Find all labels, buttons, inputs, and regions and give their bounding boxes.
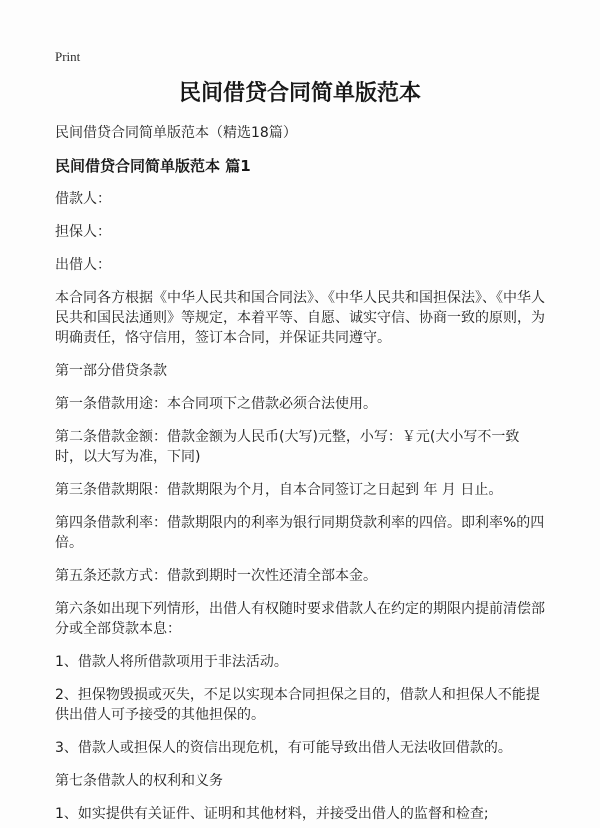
paragraph: 2、担保物毁损或灭失，不足以实现本合同担保之目的，借款人和担保人不能提供出借人可予接受的其他担保的。: [55, 687, 540, 723]
paragraph: 第四条借款利率：借款期限内的利率为银行同期贷款利率的四倍。即利率%的四倍。: [55, 515, 545, 551]
paragraph: 第三条借款期限：借款期限为个月，自本合同签订之日起到 年 月 日止。: [55, 482, 503, 498]
paragraph: 第二条借款金额：借款金额为人民币(大写)元整，小写：￥元(大小写不一致时，以大写为准，下同): [55, 429, 520, 465]
paragraph: 3、借款人或担保人的资信出现危机，有可能导致出借人无法收回借款的。: [55, 740, 512, 756]
paragraph: 1、如实提供有关证件、证明和其他材料，并接受出借人的监督和检查;: [55, 806, 489, 822]
paragraph: 第六条如出现下列情形，出借人有权随时要求借款人在约定的期限内提前清偿部分或全部贷款本息：: [55, 601, 545, 637]
document-subtitle: 民间借贷合同简单版范本（精选18篇）: [55, 125, 297, 141]
paragraph: 出借人：: [55, 257, 111, 273]
section-heading: 民间借贷合同简单版范本 篇1: [55, 157, 251, 175]
page-title: 民间借贷合同简单版范本: [178, 81, 421, 106]
paragraph: 担保人：: [55, 224, 111, 240]
paragraph: 第一条借款用途：本合同项下之借款必须合法使用。: [55, 396, 377, 412]
paragraph: 第一部分借贷条款: [55, 363, 167, 379]
document-body: [55, 189, 545, 824]
paragraph: 第七条借款人的权利和义务: [55, 773, 223, 789]
paragraph: 借款人：: [55, 191, 111, 207]
paragraph: 本合同各方根据《中华人民共和国合同法》、《中华人民共和国担保法》、《中华人民共和国民法通则》等规定，本着平等、自愿、诚实守信、协商一致的原则，为明确责任，恪守信用，签订本合同，并保证共同遵守。: [55, 290, 545, 346]
print-link[interactable]: Print: [55, 49, 81, 64]
paragraph: 第五条还款方式：借款到期时一次性还清全部本金。: [55, 568, 377, 584]
paragraph: 1、借款人将所借款项用于非法活动。: [55, 654, 288, 670]
